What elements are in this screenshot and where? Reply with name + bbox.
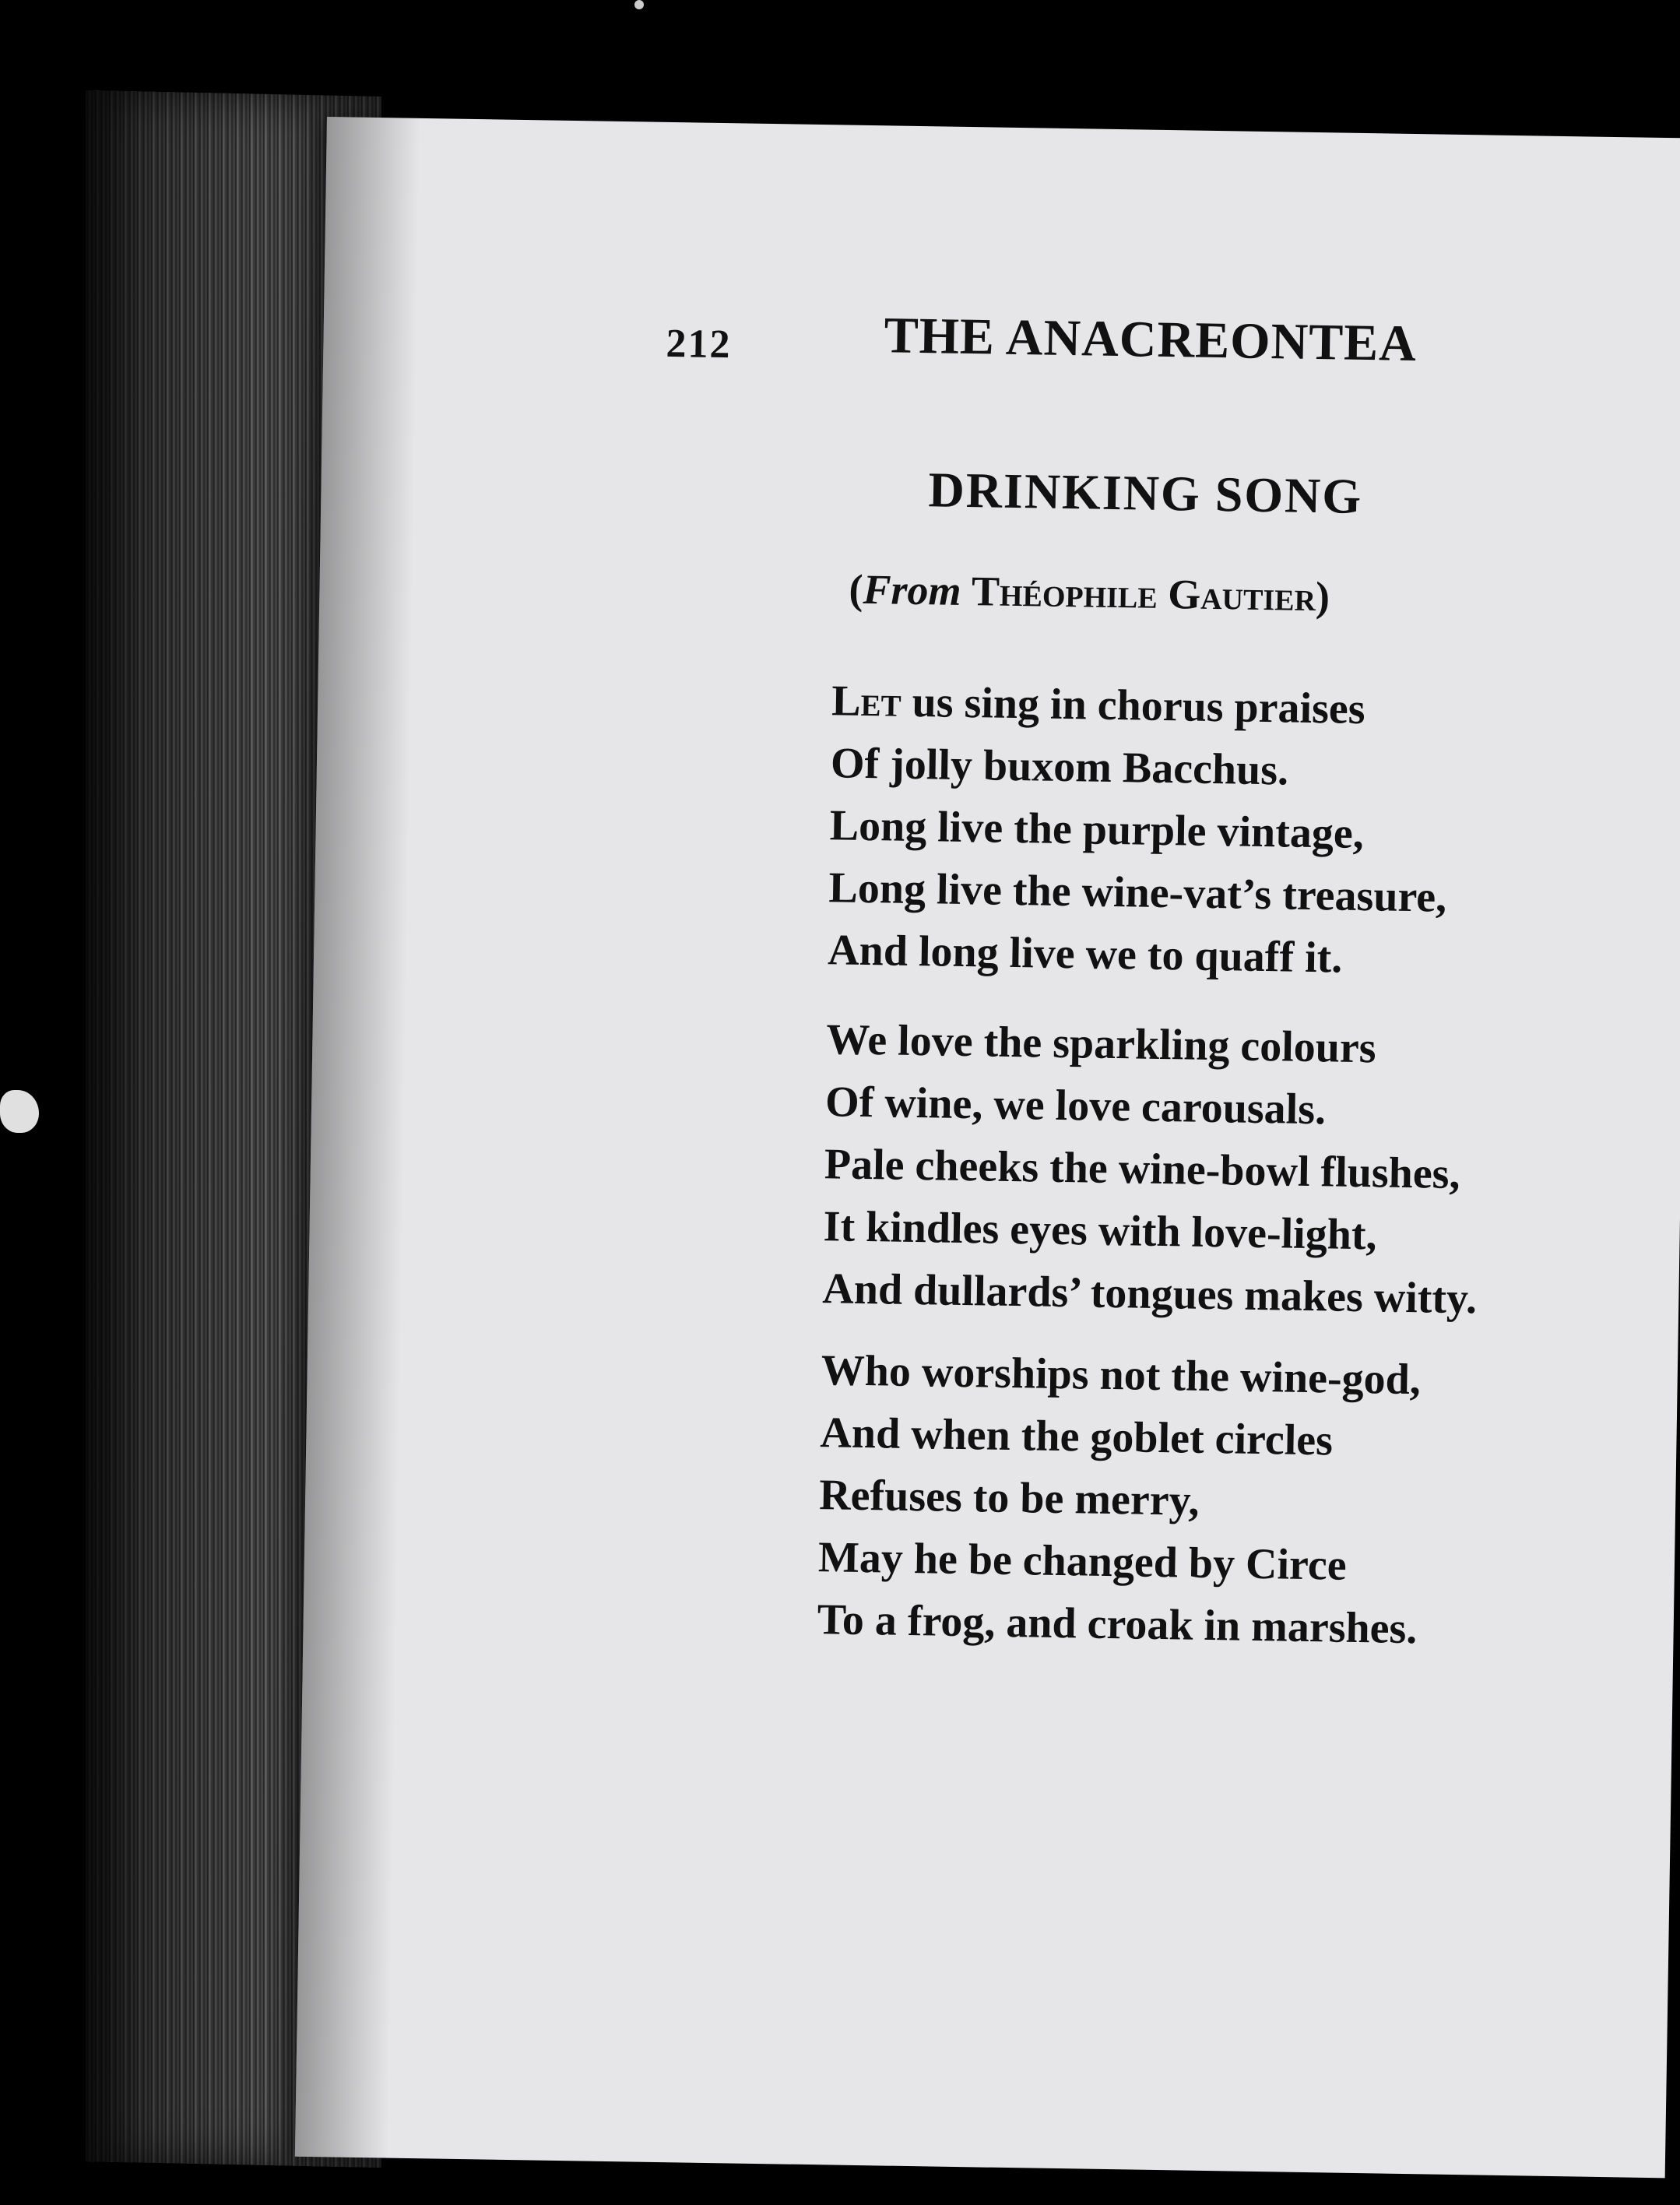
poem-line: Who worships not the wine-god, <box>821 1346 1422 1405</box>
book-page <box>295 117 1680 2178</box>
line-text: us sing in chorus praises <box>901 677 1366 734</box>
attribution-close-paren: ) <box>1315 573 1330 621</box>
poem-line: We love the sparkling colours <box>825 1015 1377 1073</box>
poem-line: Of jolly buxom Bacchus. <box>830 739 1289 795</box>
attribution-author: Théophile Gautier <box>971 568 1316 621</box>
poem-line: Of wine, we love carousals. <box>824 1078 1327 1134</box>
poem-line: And when the goblet circles <box>820 1408 1334 1465</box>
attribution-open-paren: ( <box>849 565 864 613</box>
poem-line: And long live we to quaff it. <box>827 926 1343 983</box>
page-number: 212 <box>666 321 732 368</box>
stanza-3 <box>817 1339 1422 1660</box>
poem-title: DRINKING SONG <box>928 462 1363 524</box>
poem-line: And dullards’ tongues makes witty. <box>821 1264 1478 1324</box>
line-lead-word: Let <box>831 677 902 726</box>
poem-line: Long live the wine-vat’s treasure, <box>828 863 1447 922</box>
poem-line: To a frog, and croak in marshes. <box>817 1595 1418 1654</box>
scan-blot <box>0 1090 39 1133</box>
stanza-1 <box>828 670 1450 990</box>
poem-line: It kindles eyes with love-light, <box>823 1202 1378 1260</box>
poem-line: Pale cheeks the wine-bowl flushes, <box>824 1140 1460 1199</box>
scan-speck <box>634 0 644 9</box>
poem-line: Refuses to be merry, <box>818 1471 1200 1525</box>
poem-line: May he be changed by Circe <box>817 1533 1348 1590</box>
poem-line: Long live the purple vintage, <box>829 801 1365 859</box>
poem-line <box>831 670 1450 741</box>
poem-attribution <box>849 565 1330 621</box>
attribution-from: From <box>863 565 962 614</box>
running-title: THE ANACREONTEA <box>884 307 1418 373</box>
stanza-2 <box>822 1008 1481 1330</box>
